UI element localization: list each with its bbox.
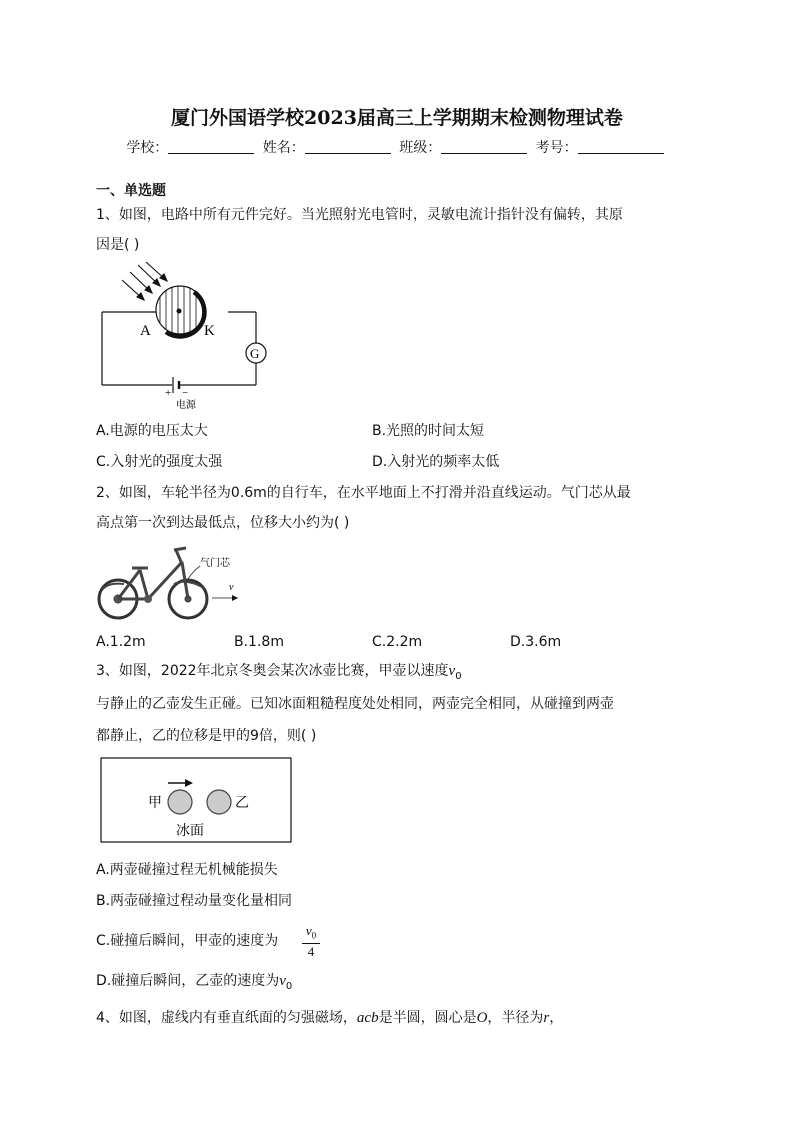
light-rays bbox=[122, 262, 167, 300]
q3-stem-line3: 都静止，乙的位移是甲的9倍，则( ) bbox=[96, 728, 317, 744]
q3-option-d-v: v bbox=[279, 973, 286, 989]
q4-acb: acb bbox=[356, 1010, 379, 1026]
name-label: 姓名： bbox=[262, 140, 305, 156]
q2-option-d[interactable]: D.3.6m bbox=[510, 634, 562, 650]
q4-text-2: 是半圆，圆心是 bbox=[378, 1010, 477, 1026]
q3-option-c[interactable] bbox=[96, 932, 278, 950]
q1-circuit-figure bbox=[96, 262, 276, 414]
class-label: 班级： bbox=[399, 140, 442, 156]
page-title: 厦门外国语学校2023届高三上学期期末检测物理试卷 bbox=[171, 107, 623, 129]
q1-option-c[interactable]: C.入射光的强度太强 bbox=[96, 454, 223, 470]
q1-stem-line2: 因是( ) bbox=[96, 237, 140, 253]
q1-option-b[interactable]: B.光照的时间太短 bbox=[372, 423, 485, 439]
q4-stem-line1 bbox=[96, 1009, 563, 1027]
fraction-numerator-sub: 0 bbox=[311, 930, 317, 941]
q3-stem-line1 bbox=[96, 662, 462, 686]
battery-plus: + bbox=[165, 387, 172, 399]
q4-r: r bbox=[543, 1010, 550, 1026]
q4-text-4: ， bbox=[549, 1010, 564, 1026]
q2-option-c[interactable]: C.2.2m bbox=[372, 634, 423, 650]
q3-stem-text: 3、如图，2022年北京冬奥会某次冰壶比赛，甲壶以速度 bbox=[96, 663, 449, 679]
q2-option-a[interactable]: A.1.2m bbox=[96, 634, 146, 650]
galvanometer bbox=[246, 343, 266, 363]
battery-label: 电源 bbox=[176, 400, 196, 411]
fraction-denominator: 4 bbox=[307, 943, 315, 959]
q3-option-d[interactable] bbox=[96, 972, 292, 996]
q3-stem-line2: 与静止的乙壶发生正碰。已知冰面粗糙程度处处相同，两壶完全相同，从碰撞到两壶 bbox=[96, 696, 614, 712]
q4-o: O bbox=[476, 1010, 488, 1026]
stone-yi bbox=[207, 790, 231, 814]
q2-option-b[interactable]: B.1.8m bbox=[234, 634, 284, 650]
valve-label: 气门芯 bbox=[200, 558, 230, 569]
q1-stem-line1: 1、如图，电路中所有元件完好。当光照射光电管时，灵敏电流计指针没有偏转，其原 bbox=[96, 207, 623, 223]
cathode-label: K bbox=[204, 323, 215, 339]
class-blank[interactable] bbox=[441, 141, 527, 154]
velocity-label: v bbox=[229, 582, 234, 593]
exam-number-blank[interactable] bbox=[578, 141, 664, 154]
student-info-line bbox=[0, 137, 794, 157]
anode-label: A bbox=[140, 323, 151, 339]
battery-minus: − bbox=[182, 387, 189, 399]
q2-stem-line2: 高点第一次到达最低点，位移大小约为( ) bbox=[96, 515, 350, 531]
q3-option-a[interactable]: A.两壶碰撞过程无机械能损失 bbox=[96, 862, 278, 878]
label-jia: 甲 bbox=[148, 796, 162, 811]
q3-option-c-text: C.碰撞后瞬间，甲壶的速度为 bbox=[96, 933, 279, 949]
q3-option-d-sub: 0 bbox=[285, 980, 293, 992]
q2-stem-line1: 2、如图，车轮半径为0.6m的自行车，在水平地面上不打滑并沿直线运动。气门芯从最 bbox=[96, 485, 631, 501]
phototube bbox=[156, 282, 204, 338]
battery bbox=[165, 377, 197, 411]
name-blank[interactable] bbox=[305, 141, 391, 154]
q3-option-c-fraction bbox=[302, 924, 320, 959]
q4-text-1: 4、如图，虚线内有垂直纸面的匀强磁场， bbox=[96, 1010, 357, 1026]
q3-v0-symbol: v bbox=[448, 663, 456, 679]
q3-option-b[interactable]: B.两壶碰撞过程动量变化量相同 bbox=[96, 893, 293, 909]
q1-option-d[interactable]: D.入射光的频率太低 bbox=[372, 454, 500, 470]
label-yi: 乙 bbox=[235, 796, 249, 811]
q3-curling-figure bbox=[100, 757, 294, 845]
bicycle-frame bbox=[102, 548, 204, 599]
school-blank[interactable] bbox=[168, 141, 254, 154]
fraction-numerator-v: v bbox=[305, 923, 312, 938]
crank bbox=[144, 595, 152, 603]
section-heading: 一、单选题 bbox=[96, 183, 166, 199]
exam-number-label: 考号： bbox=[535, 140, 578, 156]
q3-option-d-text: D.碰撞后瞬间，乙壶的速度为 bbox=[96, 973, 280, 989]
q3-v0-subscript: 0 bbox=[455, 670, 462, 682]
label-ice: 冰面 bbox=[176, 824, 204, 839]
q2-bicycle-figure bbox=[96, 542, 246, 622]
school-label: 学校： bbox=[126, 140, 169, 156]
galvanometer-label: G bbox=[250, 346, 260, 361]
q4-text-3: ，半径为 bbox=[487, 1010, 544, 1026]
stone-jia bbox=[168, 790, 192, 814]
q1-option-a[interactable]: A.电源的电压太大 bbox=[96, 423, 208, 439]
